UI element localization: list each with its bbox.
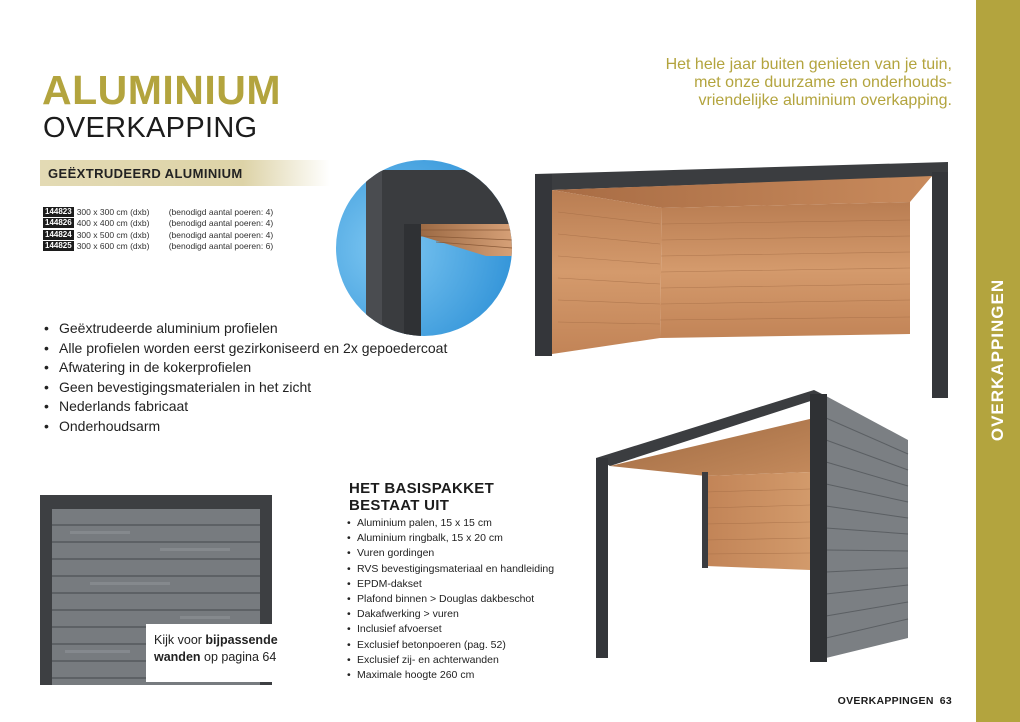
callout-text: Kijk voor [154, 633, 206, 647]
package-item-text: RVS bevestigingsmateriaal en handleiding [357, 562, 555, 575]
list-item: • RVS bevestigingsmateriaal en handleiding [347, 562, 554, 577]
list-item: • Aluminium palen, 15 x 15 cm [347, 516, 554, 531]
sku-row [43, 241, 273, 253]
package-item-text: Inclusief afvoerset [357, 623, 442, 636]
section-header-bar [40, 160, 330, 186]
package-item-text: Plafond binnen > Douglas dakbeschot [357, 593, 535, 606]
sku-note: (benodigd aantal poeren: 4) [168, 229, 274, 240]
side-tab-label: OVERKAPPINGEN [988, 278, 1007, 442]
list-item: • Maximale hoogte 260 cm [347, 668, 554, 683]
package-title-line: HET BASISPAKKET [349, 480, 495, 497]
list-item: • Vuren gordingen [347, 546, 554, 561]
package-item-text: Aluminium ringbalk, 15 x 20 cm [357, 532, 503, 545]
package-list [347, 516, 554, 683]
package-item-text: Exclusief zij- en achterwanden [357, 653, 499, 666]
sku-code: 144825 [45, 241, 72, 251]
page-footer [838, 695, 952, 707]
list-item: • EPDM-dakset [347, 577, 554, 592]
tagline [572, 56, 952, 110]
list-item: • Geëxtrudeerde aluminium profielen [44, 319, 447, 339]
feature-list [44, 319, 447, 437]
sku-size: 400 x 400 cm (dxb) [76, 218, 150, 229]
sku-list [43, 206, 273, 252]
sku-code: 144824 [45, 229, 72, 239]
tagline-line: met onze duurzame en onderhouds- [694, 74, 952, 91]
sku-row [43, 218, 273, 230]
package-item-text: Vuren gordingen [357, 547, 435, 560]
section-title: GEËXTRUDEERD ALUMINIUM [48, 166, 243, 181]
callout-bold-text: wanden [154, 650, 201, 664]
feature-text: Afwatering in de kokerprofielen [59, 359, 252, 376]
feature-text: Geen bevestigingsmaterialen in het zicht [59, 378, 312, 395]
wall-reference-callout [146, 624, 298, 682]
package-item-text: Exclusief betonpoeren (pag. 52) [357, 638, 506, 651]
package-title-line: BESTAAT UIT [349, 497, 450, 514]
list-item: • Geen bevestigingsmaterialen in het zicht [44, 378, 447, 398]
overkapping-side-photo [594, 388, 918, 664]
footer-section: OVERKAPPINGEN [837, 695, 934, 707]
feature-text: Nederlands fabricaat [59, 398, 189, 415]
sku-size: 300 x 500 cm (dxb) [76, 229, 150, 240]
list-item: • Exclusief betonpoeren (pag. 52) [347, 638, 554, 653]
sku-note: (benodigd aantal poeren: 4) [168, 206, 274, 217]
sku-size: 300 x 600 cm (dxb) [76, 241, 150, 252]
list-item: • Plafond binnen > Douglas dakbeschot [347, 592, 554, 607]
sku-row [43, 229, 273, 241]
sku-note: (benodigd aantal poeren: 6) [168, 241, 274, 252]
callout-bold-text: bijpassende [205, 633, 278, 647]
package-title [349, 480, 494, 514]
sku-size: 300 x 300 cm (dxb) [76, 206, 150, 217]
package-item-text: Aluminium palen, 15 x 15 cm [357, 517, 492, 529]
sku-code: 144823 [45, 206, 72, 216]
callout-text: op pagina 64 [200, 650, 277, 664]
profile-detail-photo [336, 160, 512, 336]
list-item: • Exclusief zij- en achterwanden [347, 653, 554, 668]
tagline-line: vriendelijke aluminium overkapping. [698, 92, 952, 109]
package-item-text: EPDM-dakset [357, 577, 422, 590]
feature-text: Onderhoudsarm [59, 417, 161, 434]
list-item: • Nederlands fabricaat [44, 397, 447, 417]
list-item: • Afwatering in de kokerprofielen [44, 358, 447, 378]
page-subtitle: OVERKAPPING [43, 112, 258, 144]
sku-row [43, 206, 273, 218]
sku-note: (benodigd aantal poeren: 4) [168, 218, 274, 229]
tagline-line: Het hele jaar buiten genieten van je tuin, [665, 56, 952, 73]
package-item-text: Maximale hoogte 260 cm [357, 669, 475, 682]
list-item: • Inclusief afvoerset [347, 622, 554, 637]
package-item-text: Dakafwerking > vuren [357, 608, 459, 621]
feature-text: Geëxtrudeerde aluminium profielen [59, 320, 278, 336]
list-item: • Dakafwerking > vuren [347, 607, 554, 622]
sku-code: 144826 [45, 218, 72, 228]
list-item: • Alle profielen worden eerst gezirkoniseerd en 2x gepoedercoat [44, 339, 447, 359]
overkapping-front-photo [530, 162, 960, 400]
list-item: • Onderhoudsarm [44, 417, 447, 437]
list-item: • Aluminium ringbalk, 15 x 20 cm [347, 531, 554, 546]
page-title: ALUMINIUM [42, 67, 282, 113]
page-number: 63 [939, 695, 952, 707]
feature-text: Alle profielen worden eerst gezirkoniseerd en 2x gepoedercoat [59, 339, 448, 356]
